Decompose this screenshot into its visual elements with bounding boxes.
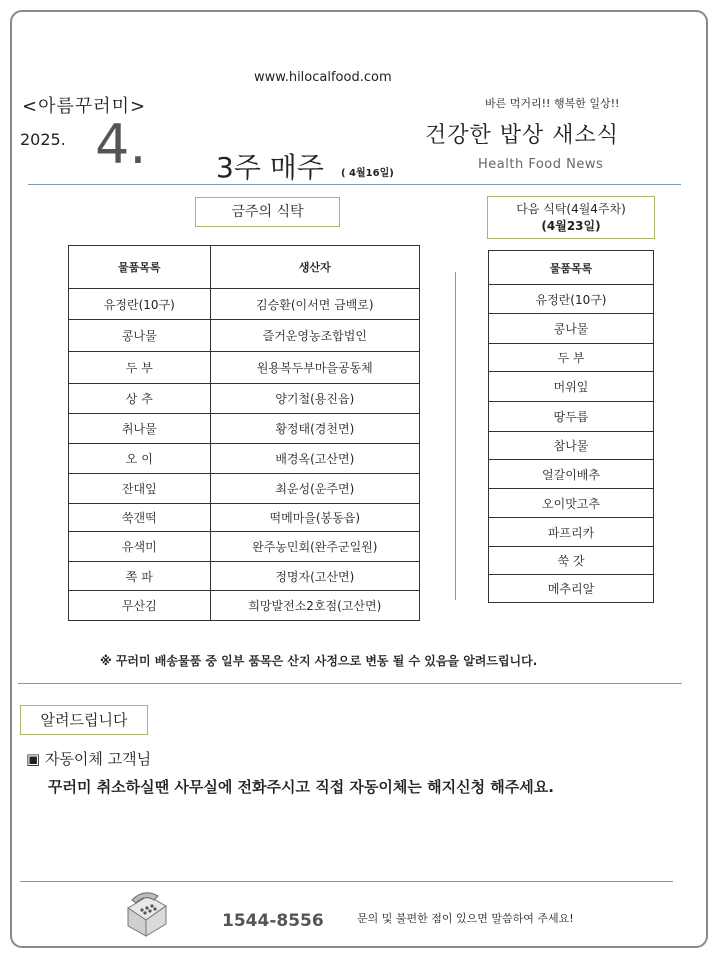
producer-cell: 완주농민회(완주군일원) <box>210 532 419 562</box>
table-row <box>489 344 654 372</box>
year: 2025. <box>20 130 66 149</box>
table-row <box>489 372 654 402</box>
this-week-table <box>68 245 420 621</box>
item-cell: 유색미 <box>69 532 211 562</box>
table-row <box>489 489 654 518</box>
brand-name: <아름꾸러미> <box>22 96 147 117</box>
announcement-message: 꾸러미 취소하실땐 사무실에 전화주시고 직접 자동이체는 해지신청 해주세요. <box>48 778 554 796</box>
table-row <box>489 314 654 344</box>
newsletter-title: 건강한 밥상 새소식 <box>425 123 620 148</box>
section-divider <box>18 683 682 684</box>
item-cell: 오 이 <box>69 444 211 474</box>
month: 4. <box>95 113 147 176</box>
item-cell: 두 부 <box>69 352 211 384</box>
item-cell: 콩나물 <box>489 314 654 344</box>
table-row <box>69 352 420 384</box>
table-row <box>69 320 420 352</box>
table-row <box>489 518 654 547</box>
item-cell: 무산김 <box>69 591 211 621</box>
footer-divider <box>20 881 673 882</box>
item-cell: 쑥 갓 <box>489 547 654 575</box>
item-cell: 머위잎 <box>489 372 654 402</box>
producer-cell: 최운성(운주면) <box>210 474 419 504</box>
table-row <box>489 575 654 603</box>
substitution-notice: ※ 꾸러미 배송물품 중 일부 품목은 산지 사정으로 변동 될 수 있음을 알려드립니다. <box>100 654 538 668</box>
item-cell: 잔대잎 <box>69 474 211 504</box>
item-cell: 상 추 <box>69 384 211 414</box>
item-cell: 메추리알 <box>489 575 654 603</box>
table-row <box>69 289 420 320</box>
item-cell: 콩나물 <box>69 320 211 352</box>
item-cell: 파프리카 <box>489 518 654 547</box>
producer-cell: 희망발전소2호점(고산면) <box>210 591 419 621</box>
phone-number[interactable]: 1544-8556 <box>222 911 324 931</box>
column-header-producer: 생산자 <box>210 246 419 289</box>
table-header-row <box>489 251 654 285</box>
item-cell: 얼갈이배추 <box>489 460 654 489</box>
item-cell: 참나물 <box>489 432 654 460</box>
producer-cell: 즐거운영농조합법인 <box>210 320 419 352</box>
table-row <box>69 444 420 474</box>
item-cell: 쪽 파 <box>69 562 211 591</box>
slogan: 바른 먹거리!! 행복한 일상!! <box>485 97 620 110</box>
table-row <box>489 547 654 575</box>
website-url[interactable]: www.hilocalfood.com <box>254 70 392 85</box>
item-cell: 유정란(10구) <box>69 289 211 320</box>
week-date: ( 4월16일) <box>341 168 394 179</box>
announcement-label: 알려드립니다 <box>20 705 148 735</box>
table-row <box>69 591 420 621</box>
producer-cell: 배경옥(고산면) <box>210 444 419 474</box>
producer-cell: 황정태(경천면) <box>210 414 419 444</box>
item-cell: 땅두릅 <box>489 402 654 432</box>
table-row <box>489 285 654 314</box>
producer-cell: 양기철(용진읍) <box>210 384 419 414</box>
table-row <box>69 384 420 414</box>
next-week-table <box>488 250 654 603</box>
table-row <box>489 402 654 432</box>
table-row <box>69 532 420 562</box>
item-cell: 취나물 <box>69 414 211 444</box>
table-row <box>69 414 420 444</box>
header-divider <box>28 184 681 185</box>
next-week-label-line1: 다음 식탁(4월4주차) <box>516 202 626 216</box>
next-week-label-line2: (4월23일) <box>541 219 601 233</box>
table-row <box>69 474 420 504</box>
table-row <box>489 432 654 460</box>
table-row <box>489 460 654 489</box>
phone-icon <box>124 886 170 938</box>
next-week-label <box>487 196 655 239</box>
english-title: Health Food News <box>478 157 604 172</box>
producer-cell: 떡메마을(봉동읍) <box>210 504 419 532</box>
item-cell: 오이맛고추 <box>489 489 654 518</box>
producer-cell: 김승환(이서면 금백로) <box>210 289 419 320</box>
table-row <box>69 504 420 532</box>
table-header-row <box>69 246 420 289</box>
week-label: 3주 매주 <box>216 151 324 184</box>
table-row <box>69 562 420 591</box>
column-header-items: 물품목록 <box>489 251 654 285</box>
column-divider <box>455 272 456 600</box>
item-cell: 유정란(10구) <box>489 285 654 314</box>
column-header-items: 물품목록 <box>69 246 211 289</box>
contact-text: 문의 및 불편한 점이 있으면 말씀하여 주세요! <box>357 912 574 925</box>
this-week-label: 금주의 식탁 <box>195 197 340 227</box>
producer-cell: 원용복두부마을공동체 <box>210 352 419 384</box>
item-cell: 두 부 <box>489 344 654 372</box>
item-cell: 쑥갠떡 <box>69 504 211 532</box>
announcement-heading: ▣ 자동이체 고객님 <box>26 750 152 768</box>
producer-cell: 정명자(고산면) <box>210 562 419 591</box>
